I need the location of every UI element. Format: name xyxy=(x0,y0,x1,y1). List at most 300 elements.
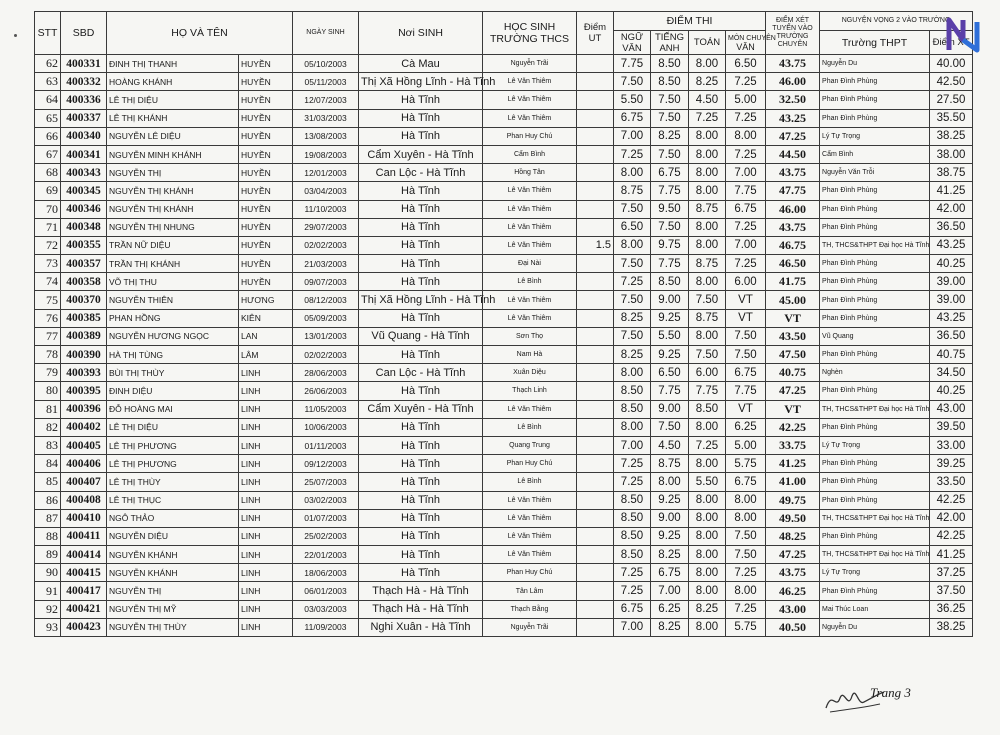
cell-ten: HUYỀN xyxy=(239,255,293,273)
cell-tieng-anh: 9.25 xyxy=(651,309,689,327)
table-row xyxy=(35,546,973,564)
cell-diem-ut xyxy=(577,109,614,127)
cell-ho: NGUYỄN THỊ NHUNG xyxy=(107,218,239,236)
cell-mon-chuyen: 8.00 xyxy=(726,127,766,145)
cell-diem-xt: 42.00 xyxy=(930,200,973,218)
cell-ten: LINH xyxy=(239,364,293,382)
cell-tieng-anh: 8.50 xyxy=(651,273,689,291)
cell-stt: 83 xyxy=(35,436,61,454)
cell-truong-thpt: Phan Đình Phùng xyxy=(820,255,930,273)
cell-ho: BÙI THỊ THÙY xyxy=(107,364,239,382)
cell-noi-sinh: Cà Mau xyxy=(359,55,483,73)
cell-diem-xt: 42.50 xyxy=(930,73,973,91)
cell-diem-xt: 43.25 xyxy=(930,236,973,254)
cell-truong-thcs: Phan Huy Chú xyxy=(483,127,577,145)
cell-mon-chuyen: VT xyxy=(726,291,766,309)
cell-diem-ut xyxy=(577,473,614,491)
cell-stt: 63 xyxy=(35,73,61,91)
cell-stt: 62 xyxy=(35,55,61,73)
cell-diem-xt: 38.25 xyxy=(930,618,973,636)
cell-sbd: 400355 xyxy=(61,236,107,254)
cell-ngay-sinh: 08/12/2003 xyxy=(293,291,359,309)
cell-diem-ut xyxy=(577,309,614,327)
cell-toan: 8.00 xyxy=(689,546,726,564)
cell-toan: 8.00 xyxy=(689,182,726,200)
cell-ten: HUYỀN xyxy=(239,73,293,91)
cell-truong-thpt: Phan Đình Phùng xyxy=(820,527,930,545)
cell-diem-ut xyxy=(577,418,614,436)
cell-sbd: 400411 xyxy=(61,527,107,545)
cell-stt: 90 xyxy=(35,564,61,582)
cell-ngu-van: 5.50 xyxy=(614,91,651,109)
cell-truong-thpt: Nguyễn Văn Trỗi xyxy=(820,164,930,182)
cell-sbd: 400358 xyxy=(61,273,107,291)
cell-ten: LINH xyxy=(239,618,293,636)
cell-stt: 70 xyxy=(35,200,61,218)
cell-tieng-anh: 7.50 xyxy=(651,418,689,436)
cell-noi-sinh: Can Lộc - Hà Tĩnh xyxy=(359,364,483,382)
cell-stt: 82 xyxy=(35,418,61,436)
cell-tieng-anh: 6.50 xyxy=(651,364,689,382)
cell-truong-thcs: Lê Văn Thiêm xyxy=(483,546,577,564)
cell-diem-xet-tuyen: 43.75 xyxy=(766,218,820,236)
cell-noi-sinh: Vũ Quang - Hà Tĩnh xyxy=(359,327,483,345)
cell-ngay-sinh: 21/03/2003 xyxy=(293,255,359,273)
cell-tieng-anh: 4.50 xyxy=(651,436,689,454)
cell-stt: 67 xyxy=(35,145,61,163)
cell-ngay-sinh: 13/08/2003 xyxy=(293,127,359,145)
cell-sbd: 400415 xyxy=(61,564,107,582)
cell-ngay-sinh: 28/06/2003 xyxy=(293,364,359,382)
cell-tieng-anh: 7.50 xyxy=(651,109,689,127)
cell-tieng-anh: 8.00 xyxy=(651,473,689,491)
cell-truong-thpt: Phan Đình Phùng xyxy=(820,182,930,200)
cell-truong-thpt: Mai Thúc Loan xyxy=(820,600,930,618)
header-diem-xet-line4: CHUYÊN xyxy=(777,41,808,48)
cell-toan: 8.75 xyxy=(689,309,726,327)
cell-sbd: 400396 xyxy=(61,400,107,418)
cell-stt: 80 xyxy=(35,382,61,400)
cell-toan: 8.00 xyxy=(689,327,726,345)
table-row xyxy=(35,200,973,218)
header-sbd: SBD xyxy=(61,12,107,55)
cell-sbd: 400389 xyxy=(61,327,107,345)
cell-stt: 66 xyxy=(35,127,61,145)
cell-diem-xt: 36.50 xyxy=(930,218,973,236)
cell-truong-thcs: Lê Văn Thiêm xyxy=(483,73,577,91)
cell-sbd: 400406 xyxy=(61,455,107,473)
cell-truong-thpt: Phan Đình Phùng xyxy=(820,91,930,109)
header-diem-xet-line2: TUYỂN VÀO xyxy=(772,25,813,32)
cell-tieng-anh: 9.50 xyxy=(651,200,689,218)
cell-ho: NGUYỄN THỊ xyxy=(107,582,239,600)
cell-tieng-anh: 7.50 xyxy=(651,91,689,109)
header-hoc-sinh-thcs xyxy=(483,12,577,55)
cell-diem-ut xyxy=(577,491,614,509)
cell-ngu-van: 7.25 xyxy=(614,582,651,600)
cell-toan: 8.00 xyxy=(689,164,726,182)
cell-ngu-van: 7.00 xyxy=(614,618,651,636)
cell-mon-chuyen: 8.00 xyxy=(726,491,766,509)
cell-toan: 8.00 xyxy=(689,236,726,254)
table-row xyxy=(35,564,973,582)
cell-mon-chuyen: 6.75 xyxy=(726,364,766,382)
cell-tieng-anh: 7.75 xyxy=(651,255,689,273)
cell-toan: 8.25 xyxy=(689,73,726,91)
cell-diem-xt: 36.25 xyxy=(930,600,973,618)
cell-diem-ut xyxy=(577,73,614,91)
cell-diem-xet-tuyen: 32.50 xyxy=(766,91,820,109)
header-ho-va-ten: HỌ VÀ TÊN xyxy=(107,12,293,55)
cell-ngu-van: 8.50 xyxy=(614,382,651,400)
cell-ten: HUYỀN xyxy=(239,236,293,254)
header-nguyen-vong: NGUYỆN VỌNG 2 VÀO TRƯỜNG xyxy=(820,12,973,31)
cell-truong-thcs: Lê Văn Thiêm xyxy=(483,200,577,218)
cell-truong-thpt: Phan Đình Phùng xyxy=(820,309,930,327)
cell-diem-xt: 37.50 xyxy=(930,582,973,600)
cell-diem-ut xyxy=(577,291,614,309)
cell-truong-thpt: Phan Đình Phùng xyxy=(820,73,930,91)
cell-truong-thpt: Phan Đình Phùng xyxy=(820,200,930,218)
cell-diem-xet-tuyen: VT xyxy=(766,400,820,418)
cell-truong-thpt: Phan Đình Phùng xyxy=(820,582,930,600)
cell-diem-xet-tuyen: 47.50 xyxy=(766,346,820,364)
cell-toan: 5.50 xyxy=(689,473,726,491)
cell-ngay-sinh: 01/11/2003 xyxy=(293,436,359,454)
cell-diem-xt: 40.00 xyxy=(930,55,973,73)
cell-stt: 72 xyxy=(35,236,61,254)
table-row xyxy=(35,327,973,345)
cell-ngay-sinh: 06/01/2003 xyxy=(293,582,359,600)
cell-diem-xt: 27.50 xyxy=(930,91,973,109)
cell-diem-ut xyxy=(577,382,614,400)
cell-diem-ut xyxy=(577,546,614,564)
cell-diem-xet-tuyen: 46.75 xyxy=(766,236,820,254)
cell-ngu-van: 8.75 xyxy=(614,182,651,200)
cell-truong-thpt: Phan Đình Phùng xyxy=(820,109,930,127)
cell-stt: 64 xyxy=(35,91,61,109)
table-row xyxy=(35,309,973,327)
header-toan: TOÁN xyxy=(689,31,726,55)
cell-diem-xet-tuyen: 40.75 xyxy=(766,364,820,382)
cell-truong-thcs: Lê Văn Thiêm xyxy=(483,509,577,527)
header-tieng-anh xyxy=(651,31,689,55)
cell-tieng-anh: 7.75 xyxy=(651,382,689,400)
cell-truong-thcs: Lê Văn Thiêm xyxy=(483,527,577,545)
cell-diem-xet-tuyen: 47.25 xyxy=(766,127,820,145)
cell-diem-ut xyxy=(577,164,614,182)
cell-tieng-anh: 9.25 xyxy=(651,346,689,364)
cell-mon-chuyen: 7.25 xyxy=(726,564,766,582)
cell-truong-thcs: Thạch Bằng xyxy=(483,600,577,618)
cell-diem-xet-tuyen: 43.00 xyxy=(766,600,820,618)
cell-mon-chuyen: 7.50 xyxy=(726,346,766,364)
cell-ho: LÊ THỊ KHÁNH xyxy=(107,109,239,127)
cell-ngay-sinh: 29/07/2003 xyxy=(293,218,359,236)
header-stt: STT xyxy=(35,12,61,55)
header-mon-chuyen-line2: VĂN xyxy=(736,41,755,52)
table-row xyxy=(35,109,973,127)
table-row xyxy=(35,346,973,364)
cell-sbd: 400331 xyxy=(61,55,107,73)
table-row xyxy=(35,618,973,636)
header-diem-xet xyxy=(766,12,820,55)
cell-toan: 8.25 xyxy=(689,600,726,618)
cell-ngay-sinh: 11/10/2003 xyxy=(293,200,359,218)
cell-ngu-van: 8.50 xyxy=(614,491,651,509)
table-row xyxy=(35,255,973,273)
cell-ten: LINH xyxy=(239,509,293,527)
cell-truong-thpt: Cẩm Bình xyxy=(820,145,930,163)
cell-ngu-van: 6.50 xyxy=(614,218,651,236)
cell-diem-ut xyxy=(577,455,614,473)
header-ngay-sinh: NGÀY SINH xyxy=(293,12,359,55)
cell-ngu-van: 7.25 xyxy=(614,455,651,473)
cell-noi-sinh: Thị Xã Hồng Lĩnh - Hà Tĩnh xyxy=(359,73,483,91)
cell-toan: 8.00 xyxy=(689,618,726,636)
header-ngu-van-line1: NGỮ xyxy=(620,31,644,43)
cell-stt: 71 xyxy=(35,218,61,236)
cell-stt: 92 xyxy=(35,600,61,618)
cell-diem-xt: 37.25 xyxy=(930,564,973,582)
cell-ngu-van: 7.50 xyxy=(614,255,651,273)
cell-mon-chuyen: 6.75 xyxy=(726,200,766,218)
cell-diem-xt: 35.50 xyxy=(930,109,973,127)
cell-ten: LINH xyxy=(239,418,293,436)
cell-diem-xt: 41.25 xyxy=(930,546,973,564)
cell-diem-xt: 39.00 xyxy=(930,291,973,309)
cell-stt: 75 xyxy=(35,291,61,309)
cell-sbd: 400332 xyxy=(61,73,107,91)
table-row xyxy=(35,364,973,382)
cell-diem-xt: 33.00 xyxy=(930,436,973,454)
cell-ho: LÊ THỊ PHƯƠNG xyxy=(107,455,239,473)
brand-logo xyxy=(946,16,980,52)
cell-diem-ut xyxy=(577,182,614,200)
cell-ho: NGUYỄN HƯƠNG NGỌC xyxy=(107,327,239,345)
cell-ten: LINH xyxy=(239,473,293,491)
cell-mon-chuyen: 7.25 xyxy=(726,109,766,127)
header-mon-chuyen-line1: MÔN CHUYÊN xyxy=(728,34,776,42)
cell-sbd: 400343 xyxy=(61,164,107,182)
cell-truong-thpt: Nguyễn Du xyxy=(820,618,930,636)
cell-ten: LINH xyxy=(239,564,293,582)
cell-stt: 86 xyxy=(35,491,61,509)
cell-diem-xet-tuyen: 49.50 xyxy=(766,509,820,527)
cell-ho: PHAN HỒNG xyxy=(107,309,239,327)
cell-diem-ut xyxy=(577,582,614,600)
cell-toan: 8.00 xyxy=(689,564,726,582)
cell-noi-sinh: Hà Tĩnh xyxy=(359,309,483,327)
cell-diem-ut xyxy=(577,527,614,545)
cell-mon-chuyen: 7.50 xyxy=(726,327,766,345)
cell-noi-sinh: Hà Tĩnh xyxy=(359,546,483,564)
cell-stt: 74 xyxy=(35,273,61,291)
cell-ngu-van: 6.75 xyxy=(614,109,651,127)
cell-diem-xet-tuyen: 42.25 xyxy=(766,418,820,436)
cell-toan: 8.00 xyxy=(689,509,726,527)
cell-ten: KIÊN xyxy=(239,309,293,327)
cell-ngay-sinh: 02/02/2003 xyxy=(293,236,359,254)
header-mon-chuyen xyxy=(726,31,776,55)
cell-ngu-van: 7.25 xyxy=(614,564,651,582)
cell-truong-thcs: Lê Văn Thiêm xyxy=(483,182,577,200)
header-noi-sinh: Nơi SINH xyxy=(359,12,483,55)
cell-toan: 8.00 xyxy=(689,55,726,73)
cell-diem-xet-tuyen: 43.50 xyxy=(766,327,820,345)
cell-sbd: 400423 xyxy=(61,618,107,636)
cell-truong-thpt: TH, THCS&THPT Đại học Hà Tĩnh xyxy=(820,400,930,418)
cell-ho: NGUYỄN LÊ DIỆU xyxy=(107,127,239,145)
cell-toan: 8.00 xyxy=(689,127,726,145)
cell-ngay-sinh: 09/12/2003 xyxy=(293,455,359,473)
cell-toan: 8.00 xyxy=(689,455,726,473)
cell-sbd: 400393 xyxy=(61,364,107,382)
cell-diem-ut xyxy=(577,145,614,163)
cell-noi-sinh: Can Lộc - Hà Tĩnh xyxy=(359,164,483,182)
table-row xyxy=(35,418,973,436)
cell-diem-xt: 42.00 xyxy=(930,509,973,527)
cell-diem-xet-tuyen: 48.25 xyxy=(766,527,820,545)
cell-mon-chuyen: 6.50 xyxy=(726,55,766,73)
cell-sbd: 400408 xyxy=(61,491,107,509)
cell-mon-chuyen: 6.00 xyxy=(726,273,766,291)
cell-sbd: 400402 xyxy=(61,418,107,436)
table-body xyxy=(35,55,973,637)
header-tieng-anh-line2: ANH xyxy=(659,42,680,54)
cell-ngay-sinh: 19/08/2003 xyxy=(293,145,359,163)
cell-ngay-sinh: 12/01/2003 xyxy=(293,164,359,182)
cell-ngu-van: 7.50 xyxy=(614,200,651,218)
cell-mon-chuyen: 6.75 xyxy=(726,473,766,491)
cell-stt: 88 xyxy=(35,527,61,545)
cell-toan: 6.00 xyxy=(689,364,726,382)
cell-diem-xt: 43.25 xyxy=(930,309,973,327)
cell-ten: HUYỀN xyxy=(239,91,293,109)
cell-ngu-van: 7.50 xyxy=(614,291,651,309)
cell-truong-thcs: Lê Văn Thiêm xyxy=(483,309,577,327)
cell-noi-sinh: Cẩm Xuyên - Hà Tĩnh xyxy=(359,145,483,163)
cell-truong-thcs: Lê Bình xyxy=(483,273,577,291)
cell-toan: 7.50 xyxy=(689,291,726,309)
table-row xyxy=(35,218,973,236)
cell-truong-thcs: Phan Huy Chú xyxy=(483,564,577,582)
cell-sbd: 400407 xyxy=(61,473,107,491)
cell-diem-xet-tuyen: 41.00 xyxy=(766,473,820,491)
cell-stt: 73 xyxy=(35,255,61,273)
cell-truong-thpt: Phan Đình Phùng xyxy=(820,473,930,491)
header-ngu-van-line2: VĂN xyxy=(622,42,642,54)
cell-mon-chuyen: 7.50 xyxy=(726,527,766,545)
cell-ngay-sinh: 25/07/2003 xyxy=(293,473,359,491)
cell-tieng-anh: 6.25 xyxy=(651,600,689,618)
cell-sbd: 400345 xyxy=(61,182,107,200)
cell-diem-xt: 41.25 xyxy=(930,182,973,200)
cell-ngay-sinh: 03/03/2003 xyxy=(293,600,359,618)
cell-mon-chuyen: VT xyxy=(726,400,766,418)
cell-diem-xet-tuyen: 47.75 xyxy=(766,182,820,200)
cell-mon-chuyen: 7.00 xyxy=(726,164,766,182)
cell-tieng-anh: 9.75 xyxy=(651,236,689,254)
cell-diem-xt: 40.75 xyxy=(930,346,973,364)
cell-truong-thcs: Lê Văn Thiêm xyxy=(483,236,577,254)
cell-diem-xet-tuyen: 40.50 xyxy=(766,618,820,636)
cell-truong-thpt: Lý Tự Trọng xyxy=(820,127,930,145)
cell-noi-sinh: Hà Tĩnh xyxy=(359,200,483,218)
cell-ngu-van: 7.25 xyxy=(614,473,651,491)
cell-truong-thpt: Phan Đình Phùng xyxy=(820,291,930,309)
table-row xyxy=(35,273,973,291)
cell-ngu-van: 7.25 xyxy=(614,273,651,291)
table-row xyxy=(35,582,973,600)
cell-diem-ut xyxy=(577,436,614,454)
cell-diem-xet-tuyen: 43.75 xyxy=(766,55,820,73)
cell-diem-ut xyxy=(577,200,614,218)
cell-ho: LÊ THỊ DIỆU xyxy=(107,418,239,436)
cell-stt: 69 xyxy=(35,182,61,200)
cell-toan: 8.00 xyxy=(689,418,726,436)
cell-tieng-anh: 8.25 xyxy=(651,546,689,564)
cell-diem-xt: 43.00 xyxy=(930,400,973,418)
cell-toan: 8.00 xyxy=(689,527,726,545)
cell-ho: TRẦN NỮ DIỆU xyxy=(107,236,239,254)
cell-truong-thcs: Lê Văn Thiêm xyxy=(483,491,577,509)
cell-sbd: 400405 xyxy=(61,436,107,454)
cell-tieng-anh: 8.75 xyxy=(651,455,689,473)
cell-ho: NGUYỄN THỊ THÙY xyxy=(107,618,239,636)
cell-noi-sinh: Hà Tĩnh xyxy=(359,346,483,364)
cell-stt: 77 xyxy=(35,327,61,345)
cell-diem-ut xyxy=(577,218,614,236)
cell-stt: 65 xyxy=(35,109,61,127)
cell-ho: ĐỖ HOÀNG MAI xyxy=(107,400,239,418)
cell-diem-xet-tuyen: VT xyxy=(766,309,820,327)
cell-toan: 8.00 xyxy=(689,273,726,291)
cell-mon-chuyen: 7.25 xyxy=(726,255,766,273)
cell-tieng-anh: 8.25 xyxy=(651,618,689,636)
cell-mon-chuyen: 5.75 xyxy=(726,455,766,473)
cell-diem-ut xyxy=(577,509,614,527)
cell-diem-xt: 39.50 xyxy=(930,418,973,436)
cell-noi-sinh: Hà Tĩnh xyxy=(359,218,483,236)
cell-ho: NGUYỄN THỊ MỸ xyxy=(107,600,239,618)
cell-stt: 79 xyxy=(35,364,61,382)
cell-noi-sinh: Hà Tĩnh xyxy=(359,527,483,545)
cell-sbd: 400410 xyxy=(61,509,107,527)
cell-ho: NGUYỄN THIÊN xyxy=(107,291,239,309)
cell-ngu-van: 8.50 xyxy=(614,527,651,545)
cell-ngay-sinh: 26/06/2003 xyxy=(293,382,359,400)
header-diem-xet-line1: ĐIỂM XÉT xyxy=(776,17,810,24)
cell-truong-thcs: Hồng Tân xyxy=(483,164,577,182)
cell-toan: 4.50 xyxy=(689,91,726,109)
header-diem-xt: Điểm XT xyxy=(930,31,973,55)
cell-diem-ut xyxy=(577,400,614,418)
cell-mon-chuyen: 7.25 xyxy=(726,145,766,163)
cell-truong-thcs: Lê Bình xyxy=(483,418,577,436)
cell-ngay-sinh: 01/07/2003 xyxy=(293,509,359,527)
cell-diem-ut xyxy=(577,364,614,382)
cell-diem-xet-tuyen: 46.00 xyxy=(766,73,820,91)
header-hoc-sinh-line1: HỌC SINH xyxy=(503,21,556,33)
header-diem-ut xyxy=(577,12,614,55)
cell-diem-xt: 34.50 xyxy=(930,364,973,382)
cell-stt: 84 xyxy=(35,455,61,473)
cell-diem-xet-tuyen: 43.75 xyxy=(766,564,820,582)
cell-diem-xet-tuyen: 46.00 xyxy=(766,200,820,218)
cell-tieng-anh: 9.00 xyxy=(651,509,689,527)
cell-diem-xet-tuyen: 45.00 xyxy=(766,291,820,309)
